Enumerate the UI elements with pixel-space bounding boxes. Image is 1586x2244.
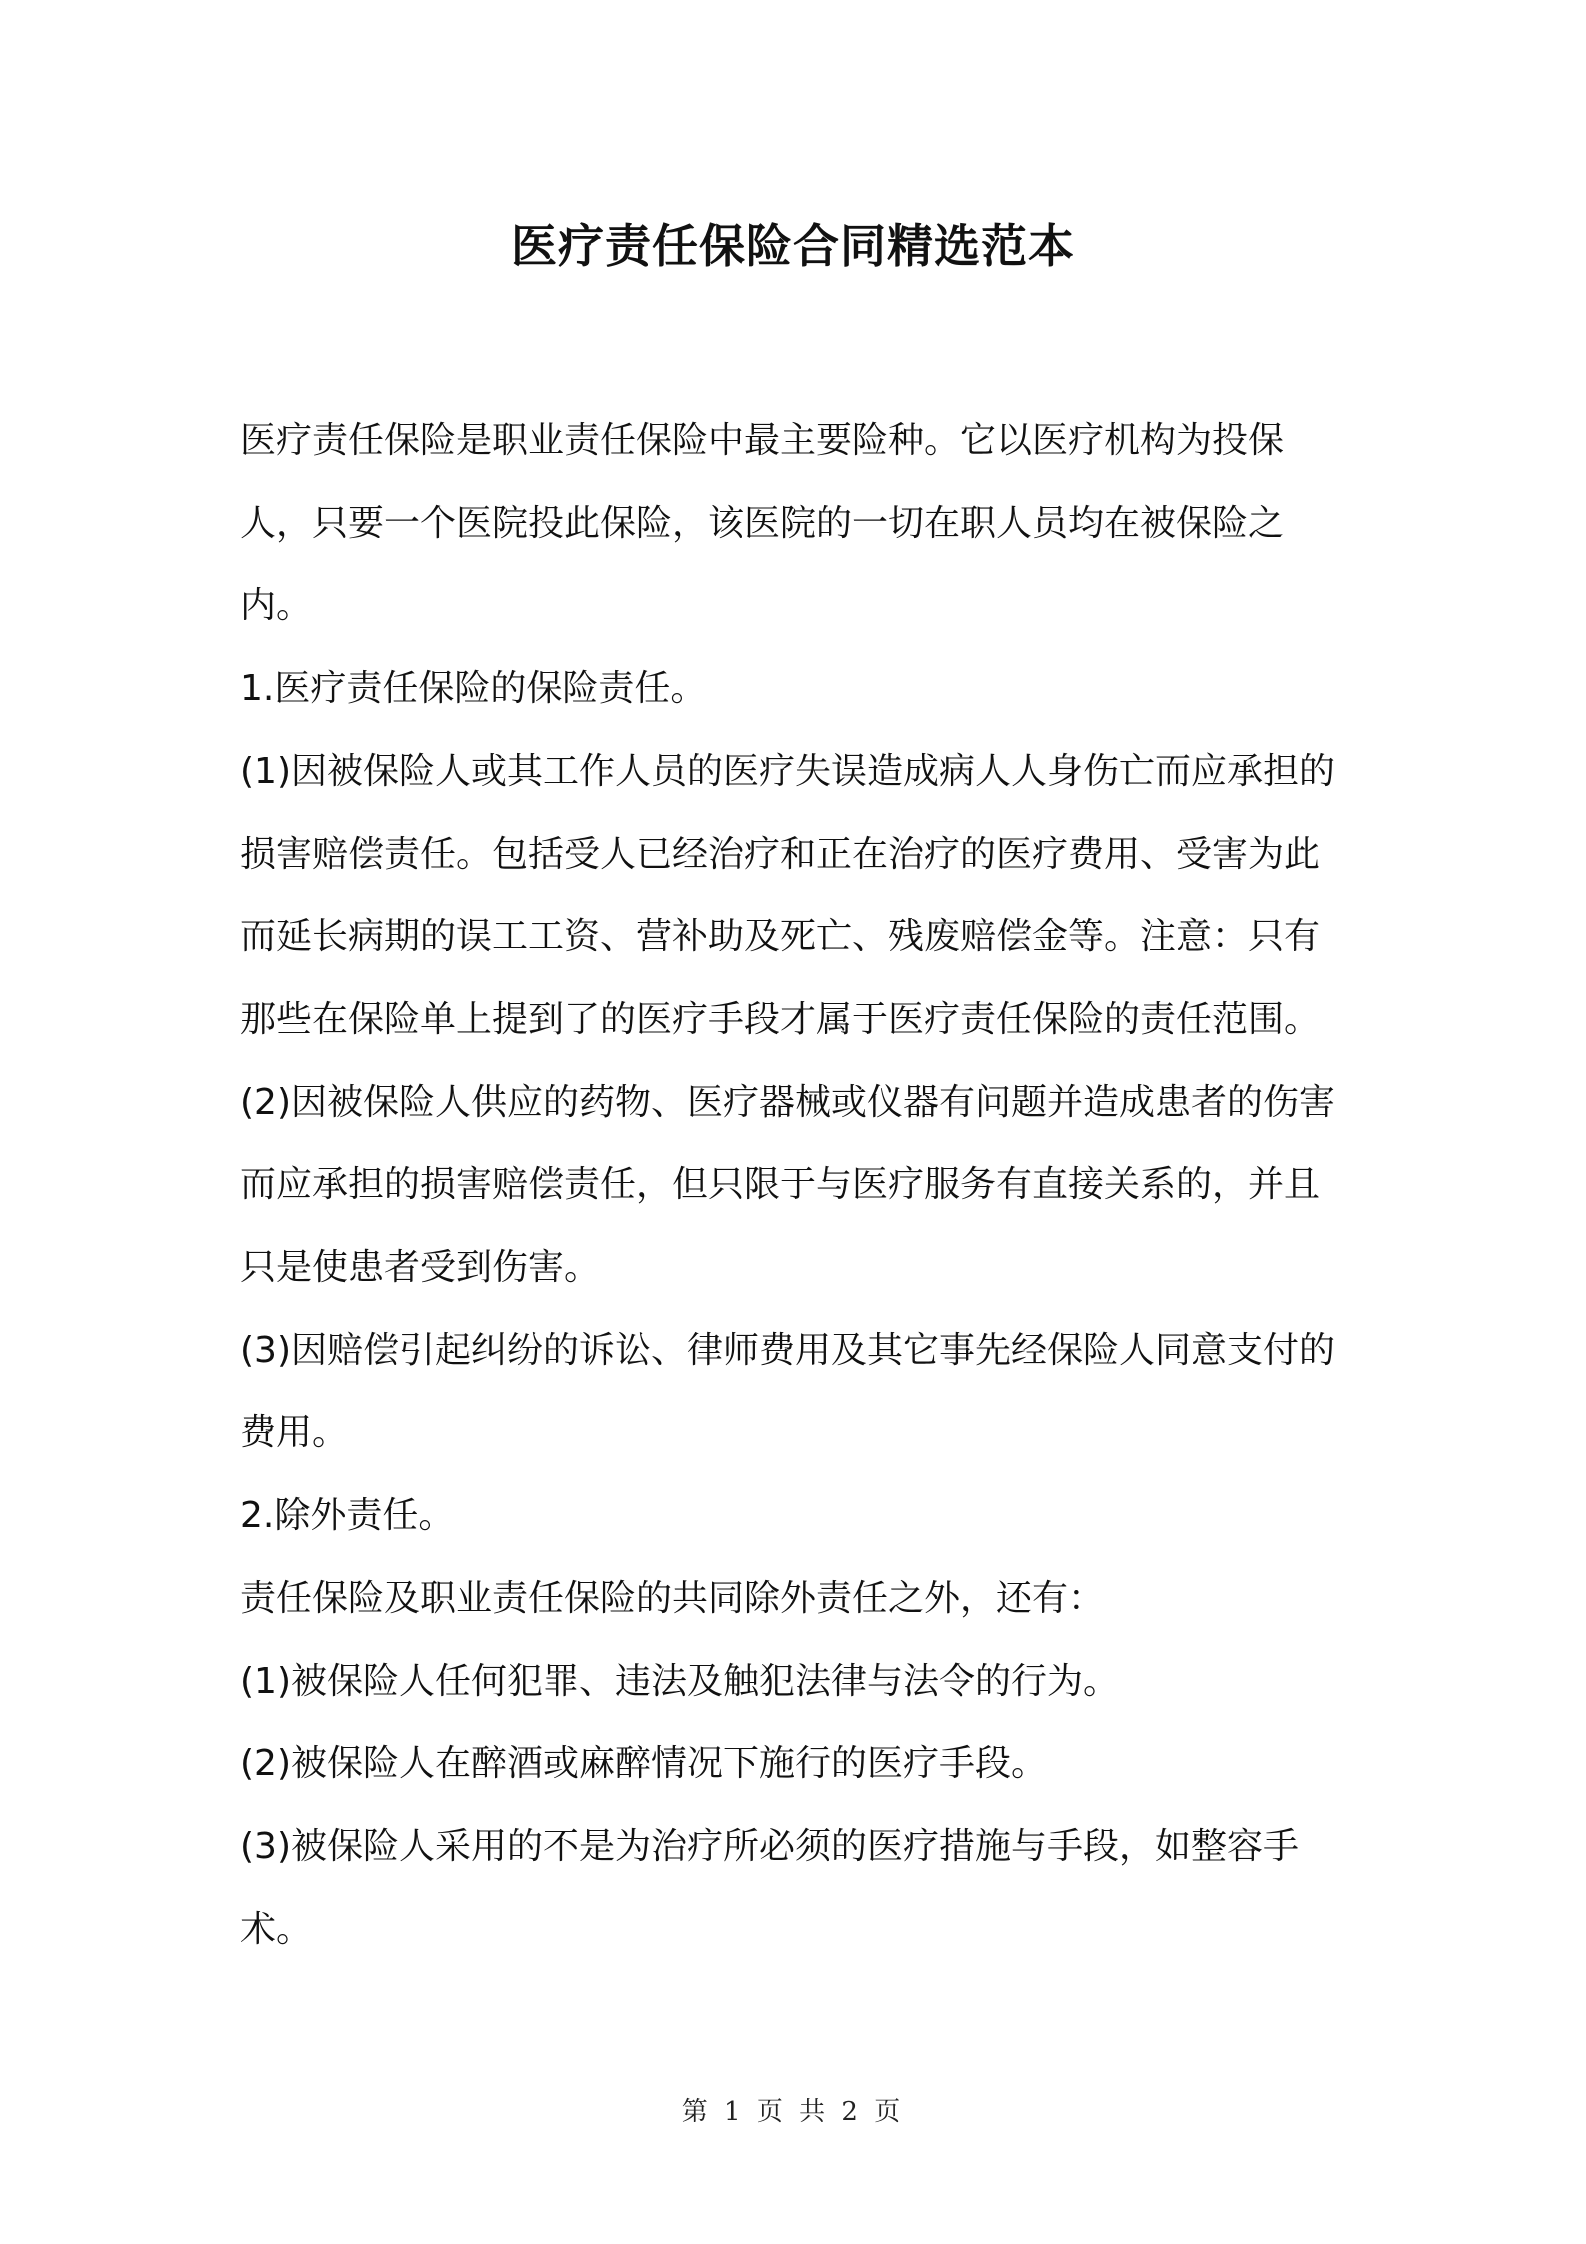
coverage-item-2: (2)因被保险人供应的药物、医疗器械或仪器有问题并造成患者的伤害而应承担的损害赔偿责任，但只限于与医疗服务有直接关系的，并且只是使患者受到伤害。 <box>240 1081 1335 1289</box>
page-number-footer: 第 1 页 共 2 页 <box>681 2097 905 2127</box>
coverage-item-1: (1)因被保险人或其工作人员的医疗失误造成病人人身伤亡而应承担的损害赔偿责任。包括受人已经治疗和正在治疗的医疗费用、受害为此而延长病期的误工工资、营补助及死亡、残废赔偿金等。注意：只有那些在保险单上提到了的医疗手段才属于医疗责任保险的责任范围。 <box>240 750 1335 1040</box>
paragraph-intro: 医疗责任保险是职业责任保险中最主要险种。它以医疗机构为投保人，只要一个医院投此保险，该医院的一切在职人员均在被保险之内。 <box>240 420 1285 627</box>
document-title: 医疗责任保险合同精选范本 <box>511 219 1075 273</box>
exclusion-item-3: (3)被保险人采用的不是为治疗所必须的医疗措施与手段，如整容手术。 <box>240 1825 1299 1950</box>
document-body <box>240 400 1350 1971</box>
exclusion-item-2: (2)被保险人在醉酒或麻醉情况下施行的医疗手段。 <box>240 1743 1047 1785</box>
section-heading-coverage: 1.医疗责任保险的保险责任。 <box>240 668 707 710</box>
coverage-item-3: (3)因赔偿引起纠纷的诉讼、律师费用及其它事先经保险人同意支付的费用。 <box>240 1329 1335 1454</box>
exclusions-intro: 责任保险及职业责任保险的共同除外责任之外，还有： <box>240 1577 1105 1619</box>
exclusion-item-1: (1)被保险人任何犯罪、违法及触犯法律与法令的行为。 <box>240 1660 1119 1702</box>
section-heading-exclusions: 2.除外责任。 <box>240 1495 455 1537</box>
